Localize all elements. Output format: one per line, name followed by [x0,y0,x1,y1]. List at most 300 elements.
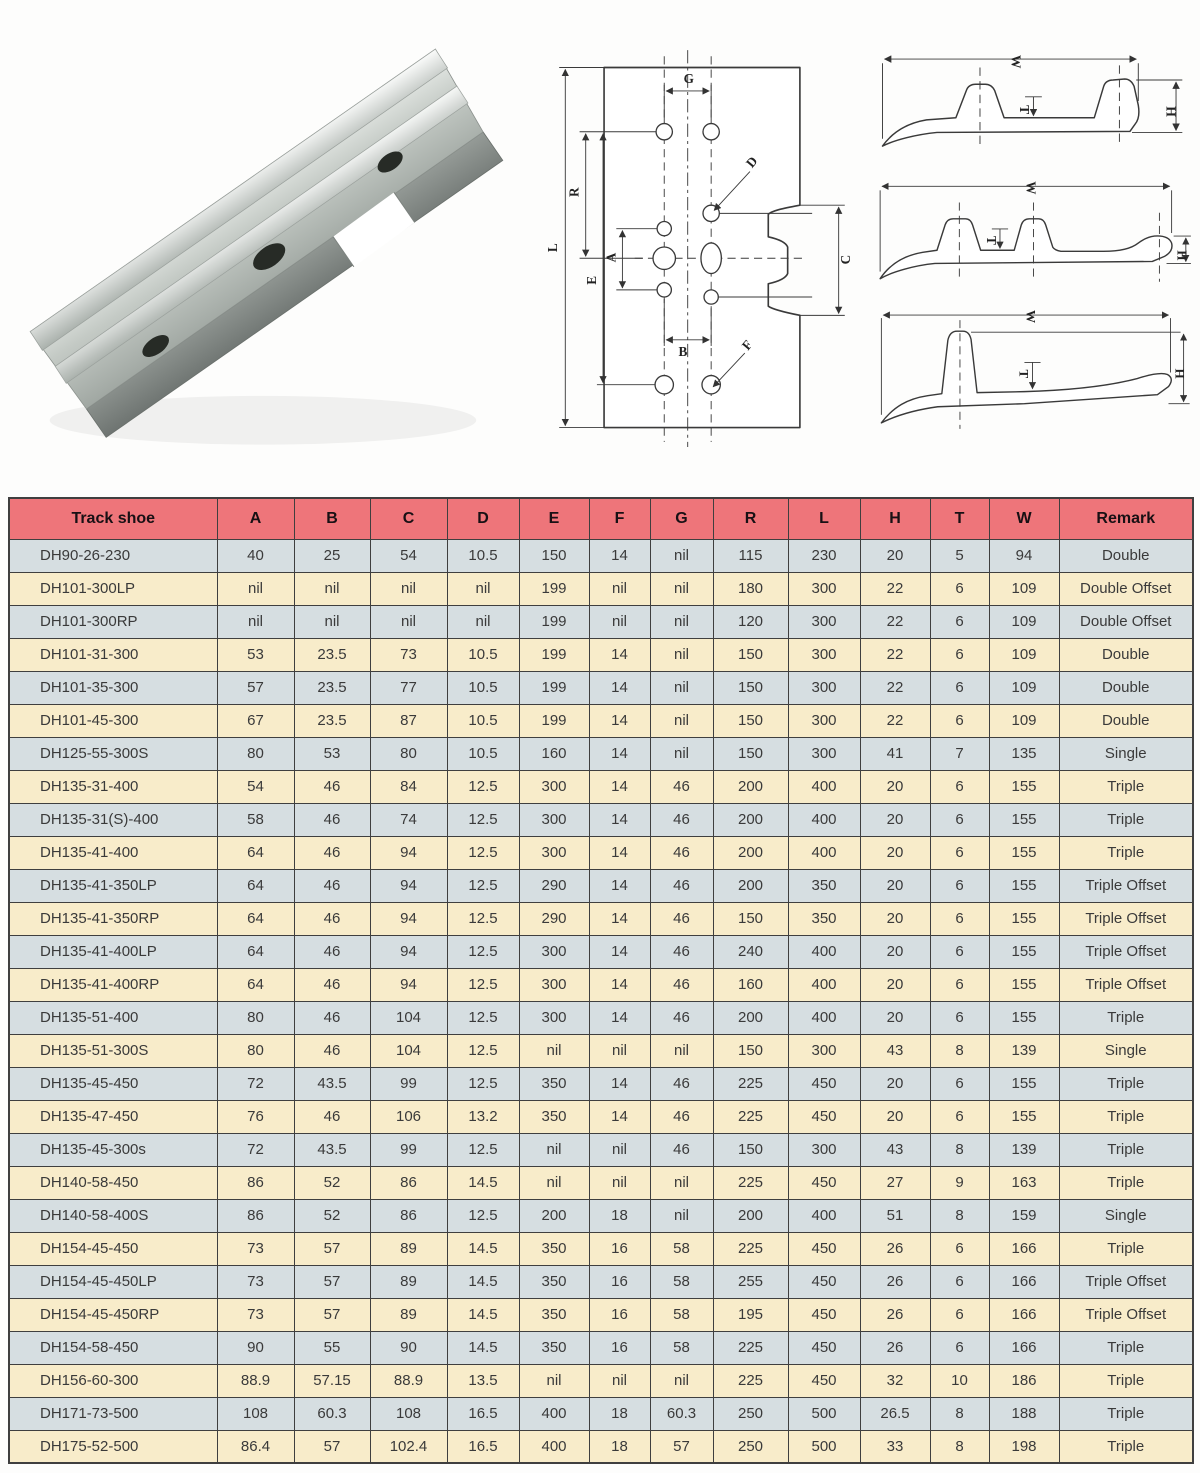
value-cell: 73 [370,638,447,671]
cross-sections [872,42,1197,442]
table-row [9,704,1193,737]
value-cell: 6 [930,572,989,605]
value-cell: 14 [589,671,650,704]
plate-outline [604,68,800,428]
value-cell: 16 [589,1232,650,1265]
value-cell: 23.5 [294,671,370,704]
value-cell: 350 [519,1331,589,1364]
value-cell: 46 [650,1067,713,1100]
value-cell: 74 [370,803,447,836]
value-cell: 12.5 [447,869,519,902]
dim-label-f: F [738,337,756,353]
value-cell: 400 [788,1199,860,1232]
value-cell: 109 [989,671,1059,704]
model-cell: DH175-52-500 [9,1430,217,1463]
value-cell: 64 [217,935,294,968]
value-cell: 195 [713,1298,788,1331]
value-cell: nil [294,605,370,638]
value-cell: Triple [1059,1067,1193,1100]
value-cell: 46 [650,968,713,1001]
value-cell: 55 [294,1331,370,1364]
value-cell: 6 [930,935,989,968]
value-cell: 300 [519,836,589,869]
value-cell: 400 [788,803,860,836]
value-cell: 400 [788,770,860,803]
value-cell: 200 [713,803,788,836]
value-cell: 46 [650,1001,713,1034]
value-cell: 350 [519,1298,589,1331]
value-cell: 500 [788,1430,860,1463]
value-cell: 109 [989,605,1059,638]
value-cell: 199 [519,671,589,704]
dim-label-w: W [1023,181,1039,195]
value-cell: 18 [589,1397,650,1430]
value-cell: nil [589,1166,650,1199]
model-cell: DH101-35-300 [9,671,217,704]
value-cell: 166 [989,1232,1059,1265]
dim-label-h: H [1163,106,1179,117]
value-cell: 6 [930,1067,989,1100]
value-cell: 155 [989,968,1059,1001]
value-cell: 300 [519,1001,589,1034]
value-cell: nil [370,572,447,605]
column-header-c: C [370,498,447,539]
value-cell: 16.5 [447,1397,519,1430]
value-cell: nil [519,1034,589,1067]
value-cell: 87 [370,704,447,737]
value-cell: nil [589,1034,650,1067]
value-cell: 150 [713,704,788,737]
value-cell: 108 [370,1397,447,1430]
value-cell: nil [519,1166,589,1199]
table-row [9,1100,1193,1133]
track-shoe-spec-table [8,497,1194,1464]
value-cell: 450 [788,1067,860,1100]
dim-label-r: R [566,187,582,198]
value-cell: nil [217,605,294,638]
dim-label-h: H [1172,368,1188,379]
value-cell: Triple Offset [1059,935,1193,968]
value-cell: 58 [650,1298,713,1331]
value-cell: 115 [713,539,788,572]
value-cell: 13.2 [447,1100,519,1133]
value-cell: 27 [860,1166,930,1199]
value-cell: 23.5 [294,638,370,671]
value-cell: 14 [589,836,650,869]
value-cell: 52 [294,1199,370,1232]
value-cell: 300 [788,572,860,605]
value-cell: 53 [217,638,294,671]
value-cell: 46 [294,803,370,836]
value-cell: 46 [294,869,370,902]
table-row [9,803,1193,836]
value-cell: Triple Offset [1059,902,1193,935]
value-cell: 10.5 [447,737,519,770]
value-cell: Triple Offset [1059,1265,1193,1298]
table-row [9,737,1193,770]
value-cell: 99 [370,1133,447,1166]
table-row [9,572,1193,605]
value-cell: 90 [217,1331,294,1364]
table-row [9,1199,1193,1232]
value-cell: 14.5 [447,1265,519,1298]
value-cell: 300 [519,803,589,836]
plan-view-drawing [542,42,864,450]
value-cell: nil [589,605,650,638]
value-cell: 12.5 [447,1133,519,1166]
value-cell: 58 [650,1232,713,1265]
table-row [9,1166,1193,1199]
value-cell: 25 [294,539,370,572]
dim-label-w: W [1008,54,1024,69]
value-cell: 46 [294,935,370,968]
value-cell: 108 [217,1397,294,1430]
value-cell: 155 [989,1001,1059,1034]
value-cell: nil [370,605,447,638]
value-cell: 150 [713,1133,788,1166]
value-cell: 8 [930,1133,989,1166]
dim-label-c: C [837,254,853,265]
value-cell: 8 [930,1199,989,1232]
value-cell: nil [650,671,713,704]
model-cell: DH135-41-350LP [9,869,217,902]
value-cell: 86 [217,1199,294,1232]
column-header-r: R [713,498,788,539]
value-cell: 14 [589,737,650,770]
value-cell: 199 [519,704,589,737]
value-cell: Triple Offset [1059,1298,1193,1331]
value-cell: 400 [788,935,860,968]
value-cell: 43 [860,1034,930,1067]
value-cell: 26 [860,1232,930,1265]
value-cell: nil [519,1133,589,1166]
column-header-f: F [589,498,650,539]
table-row [9,1001,1193,1034]
triple-grouser-profile [880,219,1172,279]
value-cell: Double [1059,638,1193,671]
value-cell: Triple [1059,836,1193,869]
track-shoe-photo [6,16,526,468]
column-header-d: D [447,498,519,539]
table-row [9,671,1193,704]
value-cell: 58 [650,1265,713,1298]
value-cell: 46 [294,1001,370,1034]
value-cell: 450 [788,1364,860,1397]
value-cell: Triple [1059,1232,1193,1265]
value-cell: 450 [788,1265,860,1298]
value-cell: 160 [713,968,788,1001]
value-cell: 86 [217,1166,294,1199]
dim-label-t: T [1016,105,1032,115]
value-cell: Triple [1059,803,1193,836]
value-cell: 14 [589,968,650,1001]
value-cell: 300 [519,968,589,1001]
value-cell: 54 [370,539,447,572]
value-cell: 46 [294,1034,370,1067]
value-cell: 12.5 [447,1034,519,1067]
dim-label-a: A [603,252,619,263]
dim-label-w: W [1023,310,1039,324]
value-cell: 46 [650,836,713,869]
value-cell: 12.5 [447,770,519,803]
value-cell: 225 [713,1331,788,1364]
value-cell: 40 [217,539,294,572]
value-cell: 350 [519,1232,589,1265]
value-cell: 46 [294,1100,370,1133]
dim-label-d: D [742,153,761,171]
value-cell: 6 [930,1265,989,1298]
dim-label-b: B [678,344,688,360]
value-cell: Triple [1059,1397,1193,1430]
value-cell: 58 [217,803,294,836]
value-cell: 18 [589,1199,650,1232]
value-cell: 150 [713,902,788,935]
value-cell: 102.4 [370,1430,447,1463]
value-cell: 450 [788,1298,860,1331]
value-cell: 46 [650,935,713,968]
value-cell: 46 [294,770,370,803]
value-cell: 20 [860,803,930,836]
value-cell: 58 [650,1331,713,1364]
column-header-g: G [650,498,713,539]
value-cell: 6 [930,836,989,869]
model-cell: DH154-45-450LP [9,1265,217,1298]
value-cell: 22 [860,704,930,737]
value-cell: 76 [217,1100,294,1133]
value-cell: 350 [519,1100,589,1133]
value-cell: 6 [930,968,989,1001]
model-cell: DH135-47-450 [9,1100,217,1133]
value-cell: 6 [930,770,989,803]
value-cell: 300 [788,737,860,770]
value-cell: 350 [519,1067,589,1100]
value-cell: 225 [713,1232,788,1265]
value-cell: 88.9 [370,1364,447,1397]
value-cell: 60.3 [294,1397,370,1430]
value-cell: 155 [989,869,1059,902]
value-cell: 300 [788,704,860,737]
value-cell: 230 [788,539,860,572]
value-cell: 225 [713,1100,788,1133]
value-cell: 150 [713,737,788,770]
value-cell: 350 [519,1265,589,1298]
table-row [9,1331,1193,1364]
value-cell: 18 [589,1430,650,1463]
value-cell: 86 [370,1166,447,1199]
model-cell: DH135-41-350RP [9,902,217,935]
value-cell: 46 [294,968,370,1001]
table-header-row [9,498,1193,539]
value-cell: 104 [370,1001,447,1034]
value-cell: 300 [519,770,589,803]
value-cell: 14 [589,902,650,935]
value-cell: 6 [930,638,989,671]
value-cell: 99 [370,1067,447,1100]
value-cell: 14 [589,770,650,803]
value-cell: 10.5 [447,539,519,572]
value-cell: 77 [370,671,447,704]
value-cell: 64 [217,869,294,902]
value-cell: 120 [713,605,788,638]
value-cell: nil [650,605,713,638]
value-cell: 94 [370,902,447,935]
value-cell: 104 [370,1034,447,1067]
value-cell: 23.5 [294,704,370,737]
table-row [9,1364,1193,1397]
column-header-b: B [294,498,370,539]
figures-row [0,0,1200,497]
value-cell: 350 [788,902,860,935]
value-cell: nil [294,572,370,605]
value-cell: 400 [519,1430,589,1463]
value-cell: 46 [650,770,713,803]
value-cell: 72 [217,1133,294,1166]
model-cell: DH135-31(S)-400 [9,803,217,836]
value-cell: Double Offset [1059,605,1193,638]
value-cell: 6 [930,704,989,737]
value-cell: nil [217,572,294,605]
value-cell: 10 [930,1364,989,1397]
value-cell: 16.5 [447,1430,519,1463]
value-cell: Triple Offset [1059,869,1193,902]
value-cell: 57 [294,1265,370,1298]
value-cell: 155 [989,770,1059,803]
value-cell: 16 [589,1298,650,1331]
value-cell: 94 [370,968,447,1001]
value-cell: 20 [860,1001,930,1034]
value-cell: 290 [519,869,589,902]
table-row [9,1397,1193,1430]
value-cell: 12.5 [447,1067,519,1100]
column-header-remark: Remark [1059,498,1193,539]
dim-label-g: G [683,70,694,86]
value-cell: nil [650,1199,713,1232]
value-cell: 72 [217,1067,294,1100]
value-cell: 7 [930,737,989,770]
value-cell: 89 [370,1298,447,1331]
table-row [9,1298,1193,1331]
value-cell: 199 [519,572,589,605]
value-cell: 180 [713,572,788,605]
value-cell: 46 [294,836,370,869]
column-header-l: L [788,498,860,539]
value-cell: 80 [370,737,447,770]
value-cell: 14 [589,704,650,737]
value-cell: Double [1059,539,1193,572]
value-cell: 86.4 [217,1430,294,1463]
value-cell: 155 [989,902,1059,935]
value-cell: nil [589,1133,650,1166]
value-cell: 94 [370,869,447,902]
value-cell: 20 [860,968,930,1001]
value-cell: 200 [519,1199,589,1232]
cross-section-double [872,42,1197,160]
value-cell: 8 [930,1034,989,1067]
value-cell: 46 [650,803,713,836]
column-header-h: H [860,498,930,539]
value-cell: 46 [650,869,713,902]
value-cell: 106 [370,1100,447,1133]
value-cell: 6 [930,605,989,638]
value-cell: 12.5 [447,836,519,869]
value-cell: 80 [217,1001,294,1034]
value-cell: 20 [860,869,930,902]
value-cell: Double [1059,671,1193,704]
value-cell: 290 [519,902,589,935]
value-cell: 20 [860,1100,930,1133]
value-cell: 52 [294,1166,370,1199]
model-cell: DH140-58-400S [9,1199,217,1232]
value-cell: 32 [860,1364,930,1397]
value-cell: 51 [860,1199,930,1232]
value-cell: 300 [788,671,860,704]
value-cell: 8 [930,1430,989,1463]
model-cell: DH125-55-300S [9,737,217,770]
value-cell: 26 [860,1298,930,1331]
value-cell: 450 [788,1232,860,1265]
value-cell: 20 [860,836,930,869]
value-cell: 6 [930,1001,989,1034]
value-cell: 20 [860,902,930,935]
table-row [9,605,1193,638]
value-cell: nil [589,1364,650,1397]
value-cell: nil [519,1364,589,1397]
value-cell: 14 [589,1067,650,1100]
value-cell: 22 [860,605,930,638]
value-cell: 94 [989,539,1059,572]
model-cell: DH90-26-230 [9,539,217,572]
value-cell: 57 [650,1430,713,1463]
table-row [9,1430,1193,1463]
value-cell: 6 [930,902,989,935]
value-cell: 6 [930,1100,989,1133]
value-cell: 14.5 [447,1166,519,1199]
value-cell: 73 [217,1232,294,1265]
table-row [9,1265,1193,1298]
value-cell: nil [650,572,713,605]
value-cell: 26.5 [860,1397,930,1430]
table-row [9,1232,1193,1265]
value-cell: Triple [1059,1001,1193,1034]
value-cell: 300 [788,638,860,671]
dim-label-h: H [1174,250,1190,261]
value-cell: 225 [713,1067,788,1100]
value-cell: 155 [989,1067,1059,1100]
value-cell: 225 [713,1166,788,1199]
track-shoe-part [21,49,515,441]
model-cell: DH171-73-500 [9,1397,217,1430]
value-cell: Triple Offset [1059,968,1193,1001]
value-cell: 150 [519,539,589,572]
value-cell: 54 [217,770,294,803]
value-cell: 200 [713,1001,788,1034]
cross-section-triple [872,170,1197,296]
value-cell: 255 [713,1265,788,1298]
value-cell: 80 [217,737,294,770]
value-cell: 94 [370,935,447,968]
column-header-w: W [989,498,1059,539]
table-row [9,1133,1193,1166]
table-row [9,836,1193,869]
value-cell: 450 [788,1166,860,1199]
value-cell: nil [650,539,713,572]
table-row [9,770,1193,803]
value-cell: 64 [217,968,294,1001]
table-row [9,869,1193,902]
value-cell: 166 [989,1331,1059,1364]
value-cell: 22 [860,638,930,671]
value-cell: 155 [989,803,1059,836]
